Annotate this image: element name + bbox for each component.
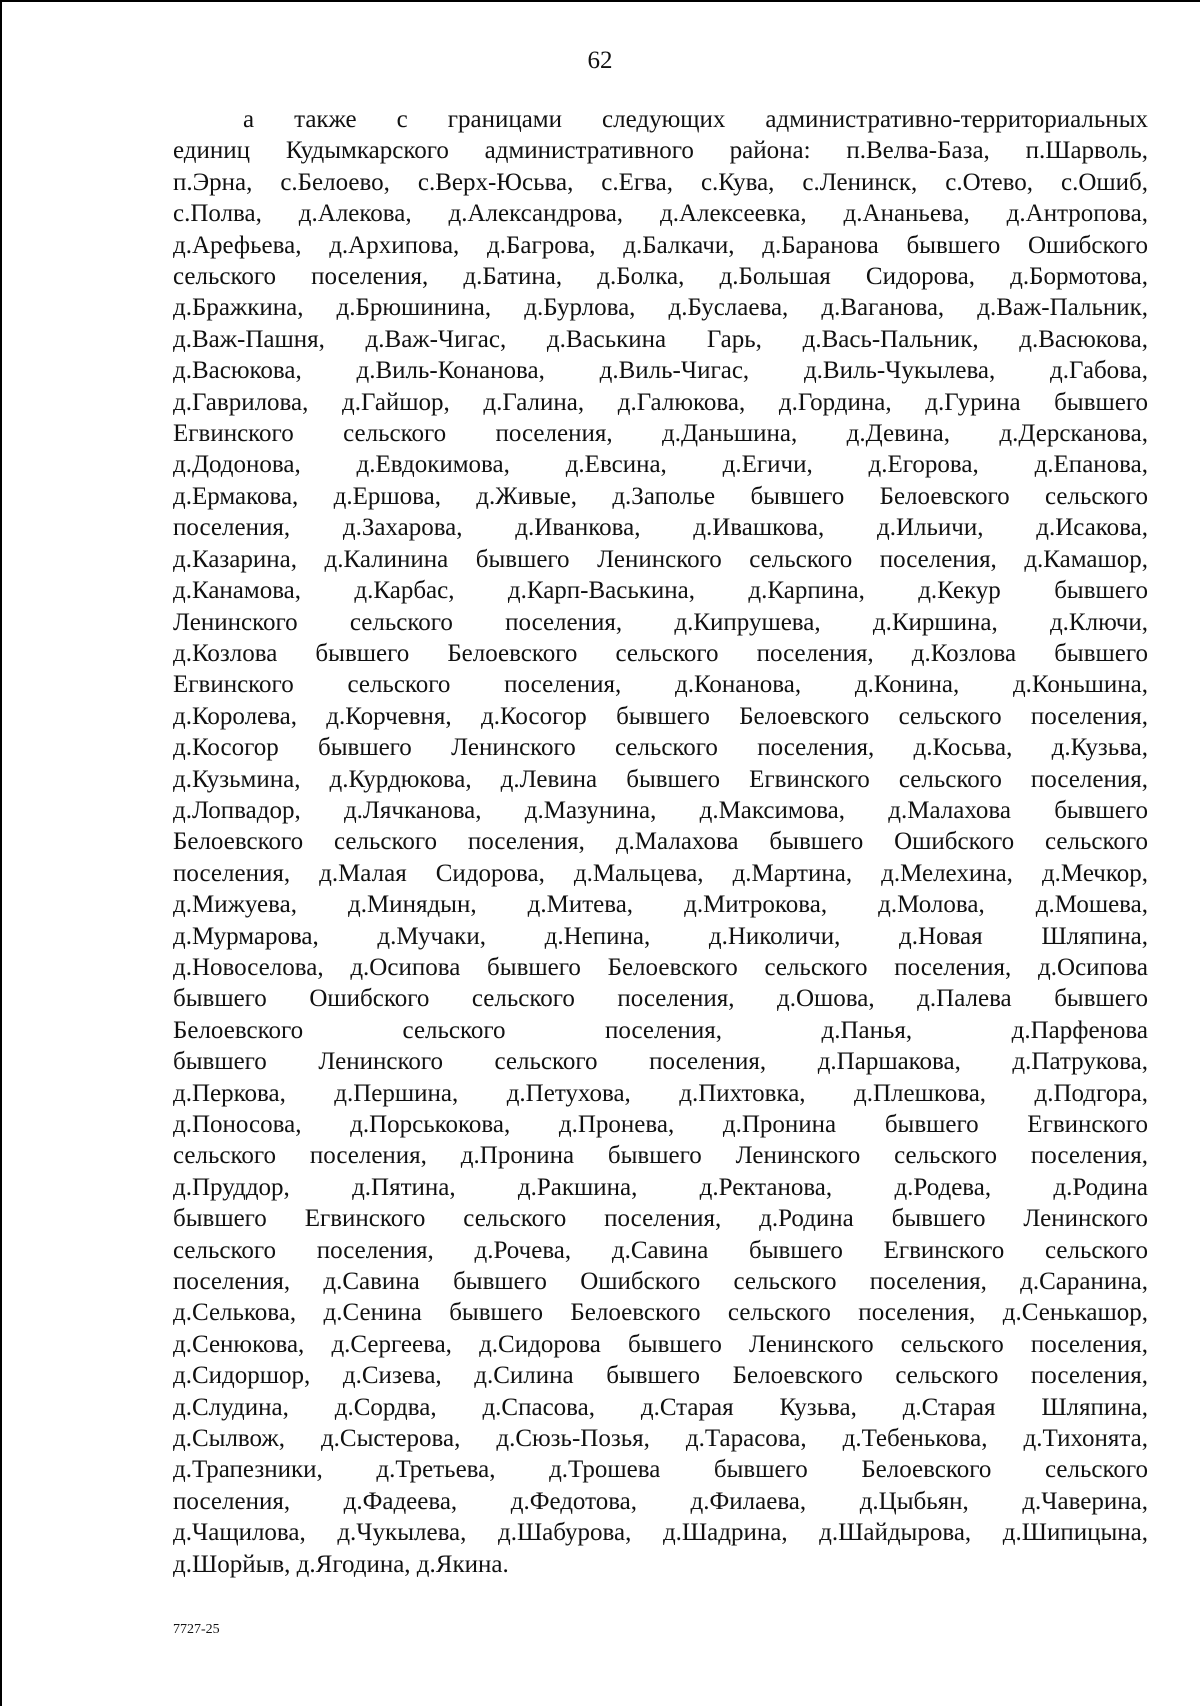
text-line: д.Козлова бывшего Белоевского сельского поселения, д.Козлова бывшего (173, 639, 1148, 667)
text-line: д.Сидоршор, д.Сизева, д.Силина бывшего Белоевского сельского поселения, (173, 1362, 1148, 1390)
text-line: бывшего Ошибского сельского поселения, д.Ошова, д.Палева бывшего (173, 985, 1148, 1013)
text-line: д.Сылвож, д.Сыстерова, д.Сюзь-Позья, д.Тарасова, д.Тебенькова, д.Тихонята, (173, 1425, 1148, 1453)
text-line: д.Пруддор, д.Пятина, д.Ракшина, д.Ректанова, д.Родева, д.Родина (173, 1173, 1148, 1201)
page-number: 62 (587, 47, 613, 74)
text-line: д.Гаврилова, д.Гайшор, д.Галина, д.Галюкова, д.Гордина, д.Гурина бывшего (173, 388, 1148, 416)
text-line: поселения, д.Фадеева, д.Федотова, д.Филаева, д.Цыбьян, д.Чаверина, (173, 1487, 1148, 1515)
text-line: д.Васюкова, д.Виль-Конанова, д.Виль-Чигас, д.Виль-Чукылева, д.Габова, (173, 357, 1148, 385)
page-frame-top (0, 0, 1200, 2)
text-line: Ленинского сельского поселения, д.Кипрушева, д.Киршина, д.Ключи, (173, 608, 1148, 636)
text-line: д.Сенюкова, д.Сергеева, д.Сидорова бывшего Ленинского сельского поселения, (173, 1330, 1148, 1358)
text-line: д.Поносова, д.Порськокова, д.Пронева, д.Пронина бывшего Егвинского (173, 1111, 1148, 1138)
body-paragraph (173, 104, 1148, 1580)
text-line: бывшего Ленинского сельского поселения, д.Паршакова, д.Патрукова, (173, 1048, 1148, 1076)
text-line: д.Канамова, д.Карбас, д.Карп-Васькина, д.Карпина, д.Кекур бывшего (173, 577, 1148, 605)
text-line: сельского поселения, д.Батина, д.Болка, д.Большая Сидорова, д.Бормотова, (173, 263, 1148, 291)
text-line: д.Арефьева, д.Архипова, д.Багрова, д.Балкачи, д.Баранова бывшего Ошибского (173, 231, 1148, 259)
text-line: д.Трапезники, д.Третьева, д.Трошева бывшего Белоевского сельского (173, 1456, 1148, 1484)
text-line: д.Важ-Пашня, д.Важ-Чигас, д.Васькина Гарь, д.Вась-Пальник, д.Васюкова, (173, 325, 1148, 353)
text-line: д.Мижуева, д.Минядын, д.Митева, д.Митрокова, д.Молова, д.Мошева, (173, 891, 1148, 919)
text-line: д.Шорйыв, д.Ягодина, д.Якина. (173, 1550, 509, 1578)
text-line: д.Казарина, д.Калинина бывшего Ленинского сельского поселения, д.Камашор, (173, 545, 1148, 573)
text-line: д.Ермакова, д.Ершова, д.Живые, д.Заполье бывшего Белоевского сельского (173, 482, 1148, 510)
text-line: д.Перкова, д.Першина, д.Петухова, д.Пихтовка, д.Плешкова, д.Подгора, (173, 1079, 1148, 1107)
page-frame-left (0, 0, 2, 1706)
text-line: д.Чащилова, д.Чукылева, д.Шабурова, д.Шадрина, д.Шайдырова, д.Шипицына, (173, 1519, 1148, 1547)
text-line: сельского поселения, д.Пронина бывшего Ленинского сельского поселения, (173, 1142, 1148, 1170)
text-line: д.Селькова, д.Сенина бывшего Белоевского сельского поселения, д.Сенькашор, (173, 1299, 1148, 1327)
text-line: сельского поселения, д.Рочева, д.Савина бывшего Егвинского сельского (173, 1236, 1148, 1264)
text-line: Белоевского сельского поселения, д.Малахова бывшего Ошибского сельского (173, 828, 1148, 856)
document-code: 7727-25 (173, 1622, 220, 1637)
text-line: д.Косогор бывшего Ленинского сельского поселения, д.Косьва, д.Кузьва, (173, 734, 1148, 762)
text-line: поселения, д.Захарова, д.Иванкова, д.Ивашкова, д.Ильичи, д.Исакова, (173, 514, 1148, 542)
text-line: д.Новоселова, д.Осипова бывшего Белоевского сельского поселения, д.Осипова (173, 953, 1148, 981)
text-line: д.Мурмарова, д.Мучаки, д.Непина, д.Николичи, д.Новая Шляпина, (173, 922, 1148, 950)
text-line: д.Додонова, д.Евдокимова, д.Евсина, д.Егичи, д.Егорова, д.Епанова, (173, 451, 1148, 479)
text-line: д.Кузьмина, д.Курдюкова, д.Левина бывшего Егвинского сельского поселения, (173, 765, 1148, 793)
text-line: единиц Кудымкарского административного района: п.Велва-База, п.Шарволь, (173, 137, 1148, 165)
text-line: бывшего Егвинского сельского поселения, д.Родина бывшего Ленинского (173, 1205, 1148, 1233)
text-line: с.Полва, д.Алекова, д.Александрова, д.Алексеевка, д.Ананьева, д.Антропова, (173, 200, 1148, 228)
text-line: Егвинского сельского поселения, д.Конанова, д.Конина, д.Коньшина, (173, 671, 1148, 699)
text-line: д.Слудина, д.Сордва, д.Спасова, д.Старая Кузьва, д.Старая Шляпина, (173, 1393, 1148, 1421)
text-line: п.Эрна, с.Белоево, с.Верх-Юсьва, с.Егва, с.Кува, с.Ленинск, с.Отево, с.Ошиб, (173, 168, 1148, 196)
text-line: д.Бражкина, д.Брюшинина, д.Бурлова, д.Буслаева, д.Ваганова, д.Важ-Пальник, (173, 294, 1148, 322)
text-line: поселения, д.Малая Сидорова, д.Мальцева, д.Мартина, д.Мелехина, д.Мечкор, (173, 859, 1148, 887)
text-line: д.Королева, д.Корчевня, д.Косогор бывшего Белоевского сельского поселения, (173, 702, 1148, 730)
text-line: поселения, д.Савина бывшего Ошибского сельского поселения, д.Саранина, (173, 1268, 1148, 1296)
text-line: Белоевского сельского поселения, д.Панья, д.Парфенова (173, 1016, 1148, 1044)
text-line: Егвинского сельского поселения, д.Даньшина, д.Девина, д.Дерсканова, (173, 420, 1148, 448)
text-line: д.Лопвадор, д.Лячканова, д.Мазунина, д.Максимова, д.Малахова бывшего (173, 796, 1148, 824)
text-line: а также с границами следующих административно-территориальных (243, 106, 1148, 133)
